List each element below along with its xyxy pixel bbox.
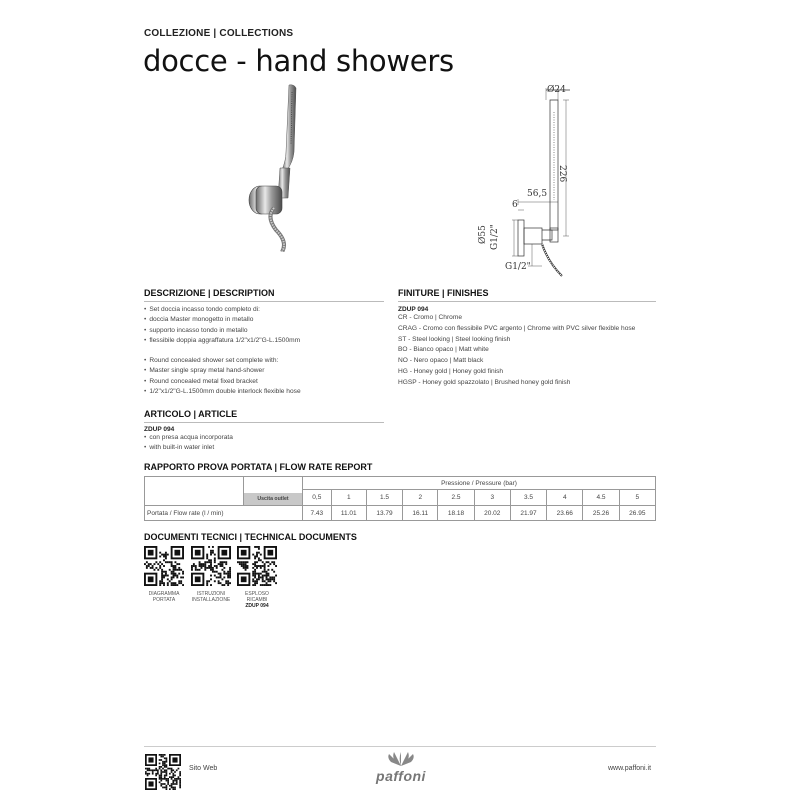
dim-small: 6	[512, 200, 518, 210]
leaf-fan-icon	[381, 752, 421, 766]
rate-cell: 23.66	[547, 506, 583, 521]
finish-item: NO - Nero opaco | Matt black	[398, 357, 484, 365]
pressure-cell: 5	[619, 490, 655, 506]
pressure-cell: 1.5	[366, 490, 402, 506]
documents-heading: DOCUMENTI TECNICI | TECHNICAL DOCUMENTS	[144, 532, 357, 542]
rate-cell: 13.79	[366, 506, 402, 521]
description-list	[144, 305, 384, 397]
dim-depth: 56,5	[527, 189, 548, 199]
qr-code-icon[interactable]	[237, 546, 277, 586]
description-item: • doccia Master monogetto in metallo	[144, 315, 384, 325]
finish-item: HG - Honey gold | Honey gold finish	[398, 367, 504, 375]
doc-spare-parts[interactable]	[237, 546, 277, 609]
article-list	[144, 433, 384, 454]
finishes-list	[398, 313, 656, 389]
site-url[interactable]: www.paffoni.it	[608, 765, 652, 772]
flow-rate-row	[145, 506, 656, 521]
list-spacer	[144, 346, 384, 356]
dim-thread-side: G1/2"	[490, 224, 500, 250]
doc-installation[interactable]	[191, 546, 231, 603]
article-item: • con presa acqua incorporata	[144, 433, 384, 443]
finish-item: BO - Bianco opaco | Matt white	[398, 346, 489, 354]
page-title: docce - hand showers	[143, 44, 454, 78]
flow-heading: RAPPORTO PROVA PORTATA | FLOW RATE REPORT	[144, 462, 373, 472]
website-qr-icon[interactable]	[145, 754, 181, 790]
description-item: • Set doccia incasso tondo completo di:	[144, 305, 384, 315]
rate-cell: 20.02	[474, 506, 510, 521]
pressure-cell: 3	[474, 490, 510, 506]
site-label: Sito Web	[189, 765, 218, 772]
dim-diameter-top: Ø24	[547, 85, 566, 95]
finish-item: CR - Cromo | Chrome	[398, 314, 462, 321]
dim-height: 226	[557, 165, 567, 183]
description-item: • supporto incasso tondo in metallo	[144, 326, 384, 336]
description-item: • Round concealed shower set complete with:	[144, 356, 384, 366]
technical-drawing	[470, 80, 610, 280]
description-item: • flessibile doppia aggraffatura 1/2"x1/2"G-L.1500mm	[144, 336, 384, 346]
doc-caption: DIAGRAMMA PORTATA	[148, 591, 180, 603]
pressure-label: Pressione / Pressure (bar)	[303, 477, 656, 490]
finish-item: HGSP - Honey gold spazzolato | Brushed honey gold finish	[398, 378, 571, 386]
pressure-cell: 1	[331, 490, 366, 506]
description-item: • Round concealed metal fixed bracket	[144, 377, 384, 387]
finish-item: ST - Steel looking | Steel looking finish	[398, 335, 511, 343]
finish-item: CRAG - Cromo con flessibile PVC argento | Chrome with PVC silver flexible hose	[398, 324, 636, 332]
finishes-code: ZDUP 094	[398, 306, 429, 313]
dim-diameter-base: Ø55	[478, 225, 488, 244]
pressure-cell: 3.5	[510, 490, 546, 506]
flow-table	[144, 476, 656, 521]
article-code: ZDUP 094	[144, 426, 175, 433]
flow-row-label: Portata / Flow rate (l / min)	[145, 506, 303, 521]
collection-kicker: COLLEZIONE | COLLECTIONS	[144, 28, 294, 39]
outlet-label: Uscita outlet	[244, 493, 302, 505]
qr-code-icon[interactable]	[144, 546, 184, 586]
brand-logo	[366, 752, 436, 784]
product-photo	[236, 82, 306, 252]
doc-caption: ISTRUZIONI INSTALLAZIONE	[191, 591, 231, 603]
rate-cell: 7.43	[303, 506, 332, 521]
rate-cell: 26.95	[619, 506, 655, 521]
qr-code-icon[interactable]	[191, 546, 231, 586]
flow-corner	[145, 477, 244, 506]
pressure-cell: 2.5	[438, 490, 474, 506]
description-item: • Master single spray metal hand-shower	[144, 366, 384, 376]
finishes-section	[398, 288, 656, 389]
rate-cell: 25.26	[583, 506, 619, 521]
rate-cell: 11.01	[331, 506, 366, 521]
doc-flow-diagram[interactable]	[144, 546, 184, 603]
pressure-cell: 4	[547, 490, 583, 506]
brand-name: paffoni	[376, 768, 426, 784]
flow-section	[144, 462, 656, 521]
outlet-cell	[244, 477, 303, 506]
pressure-cell: 4.5	[583, 490, 619, 506]
dim-thread-bottom: G1/2"	[505, 262, 531, 272]
rate-cell: 21.97	[510, 506, 546, 521]
article-heading: ARTICOLO | ARTICLE	[144, 409, 384, 423]
article-item: • with built-in water inlet	[144, 443, 384, 453]
rate-cell: 18.18	[438, 506, 474, 521]
doc-caption: ESPLOSO RICAMBI ZDUP 094	[245, 591, 269, 609]
description-item: • 1/2"x1/2"G-L.1500mm double interlock flexible hose	[144, 387, 384, 397]
pressure-cell: 0,5	[303, 490, 332, 506]
description-section	[144, 288, 384, 397]
article-section	[144, 409, 384, 454]
rate-cell: 16.11	[403, 506, 438, 521]
description-heading: DESCRIZIONE | DESCRIPTION	[144, 288, 384, 302]
pressure-cell: 2	[403, 490, 438, 506]
documents-section	[144, 532, 656, 545]
footer-rule	[144, 746, 656, 747]
finishes-heading: FINITURE | FINISHES	[398, 288, 656, 302]
